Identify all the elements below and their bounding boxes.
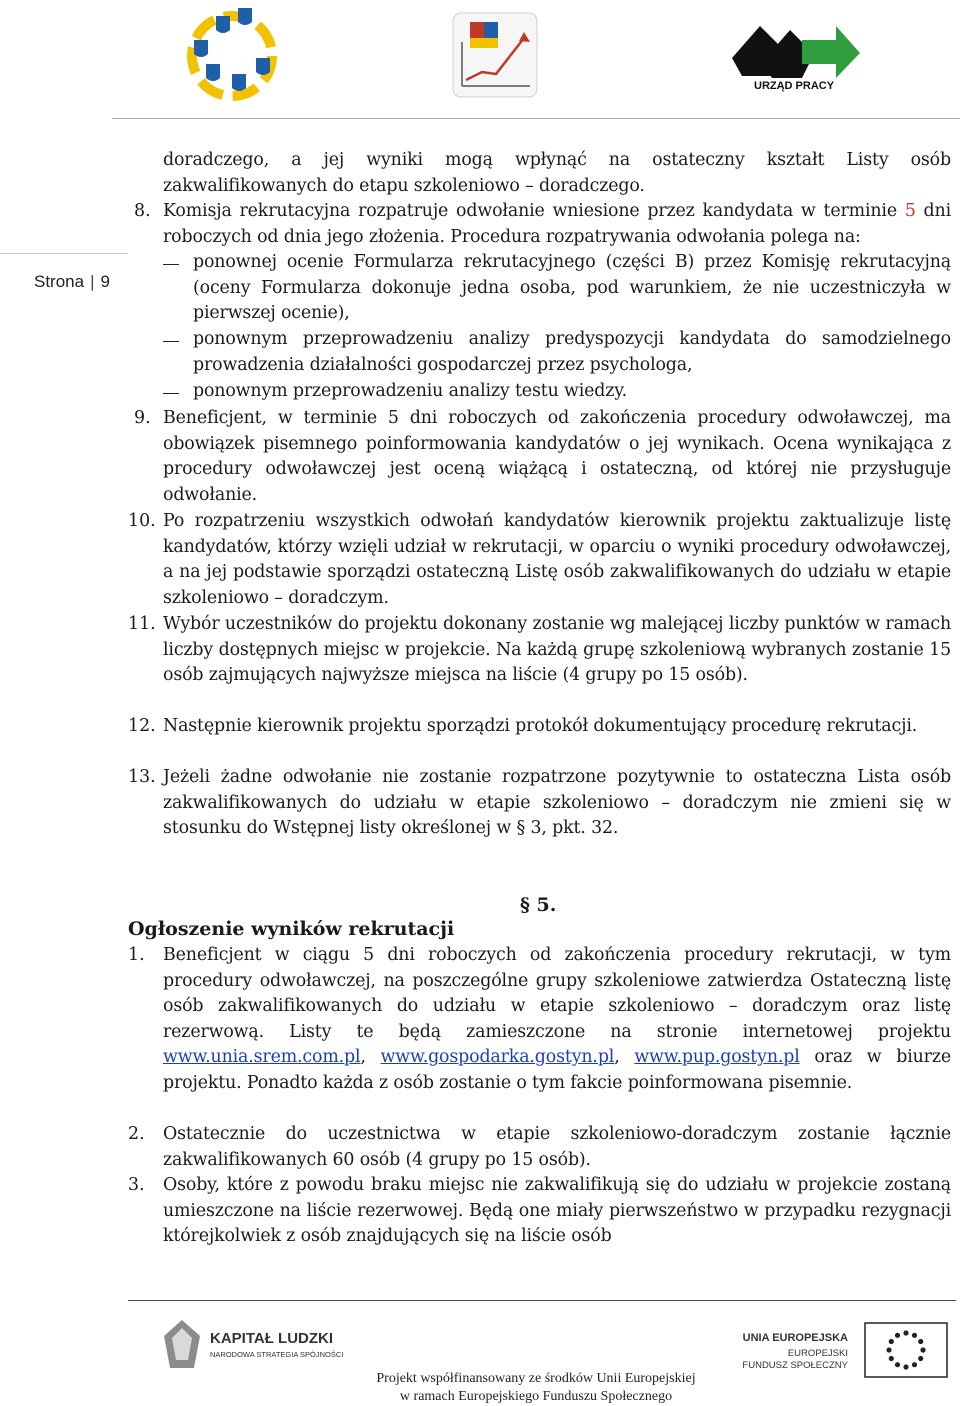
sub-item-2: ponownym przeprowadzeniu analizy predyspozycji kandydata do samodzielnego prowadzenia działalności gospodarczej przez psychologa, — [193, 329, 951, 375]
link-pup-gostyn[interactable]: www.pup.gostyn.pl — [634, 1047, 800, 1068]
eu-star-icon — [895, 1362, 900, 1367]
item-8 — [163, 199, 951, 250]
item-number-12: 12. — [128, 716, 156, 736]
item-number-9: 9. — [134, 408, 151, 428]
page-indicator — [34, 272, 110, 292]
page-label: Strona — [34, 272, 85, 291]
header-divider — [112, 118, 960, 119]
sect-item-number-2: 2. — [128, 1124, 145, 1144]
eu-star-icon — [895, 1333, 900, 1338]
eu-star-icon — [903, 1364, 908, 1369]
link-gospodarka-gostyn[interactable]: www.gospodarka.gostyn.pl — [380, 1047, 615, 1068]
urzad-pracy-caption: URZĄD PRACY — [754, 80, 835, 92]
sect-item-3: Osoby, które z powodu braku miejsc nie zakwalifikują się do udziału w projekcie zostaną umieszczone na liście rezerwowej. Będą one miały pierwszeństwo w przypadku rezygnacji którejkolwiek z osób znajdujących się na liście osób — [163, 1175, 951, 1247]
eu-star-icon — [886, 1347, 891, 1352]
eu-star-icon — [912, 1362, 917, 1367]
item-number-8: 8. — [134, 201, 151, 221]
eu-star-icon — [918, 1339, 923, 1344]
item-number-13: 13. — [128, 767, 156, 787]
item-11: Wybór uczestników do projektu dokonany zostanie wg malejącej liczby punktów w ramach liczby dostępnych miejsc w projekcie. Na każdą grupę szkoleniową wybranych zostanie 15 osób zajmujących najwyższe miejsca na liście (4 grupy po 15 osób). — [163, 614, 951, 686]
item-number-11: 11. — [128, 614, 156, 634]
sub-item-1: ponownej ocenie Formularza rekrutacyjnego (części B) przez Komisję rekrutacyjną (oceny Formularza dokonuje jedna osoba, pod warunkiem, że nie uczestniczyła w pierwszej ocenie), — [193, 252, 951, 324]
page-number: 9 — [100, 272, 110, 291]
sidebar-rule — [0, 253, 128, 254]
link-unia-srem[interactable]: www.unia.srem.com.pl — [163, 1047, 361, 1068]
sect-item-2: Ostatecznie do uczestnictwa w etapie szkoleniowo-doradczym zostanie łącznie zakwalifikowanych 60 osób (4 grupy po 15 osób). — [163, 1124, 951, 1170]
item-8-text-b: dni roboczych od dnia jego złożenia. Procedura rozpatrywania odwołania polega na: — [163, 201, 952, 247]
sect-item-number-3: 3. — [128, 1175, 145, 1195]
eu-star-icon — [903, 1330, 908, 1335]
item-8-days: 5 — [904, 201, 916, 221]
continuation-paragraph: doradczego, a jej wyniki mogą wpłynąć na ostateczny kształt Listy osób zakwalifikowanych do etapu szkoleniowo – doradczego. — [163, 150, 951, 196]
eu-star-icon — [889, 1339, 894, 1344]
item-12: Następnie kierownik projektu sporządzi protokół dokumentujący procedurę rekrutacji. — [163, 716, 918, 736]
kapital-ludzki-title: KAPITAŁ LUDZKI — [210, 1330, 334, 1347]
urzad-pracy-logo — [732, 20, 860, 100]
footer-divider — [128, 1300, 956, 1301]
eu-fund-logo — [742, 1322, 956, 1382]
eu-subtitle-1: EUROPEJSKI — [787, 1348, 848, 1359]
sect-item-1-text-a: Beneficjent w ciągu 5 dni roboczych od zakończenia procedury rekrutacji, w tym procedury odwoławczej, na poszczególne grupy szkoleniowe zatwierdza Ostateczną listę osób zakwalifikowanych do udziału w etapie szkoleniowo – doradczym oraz listę rezerwową. Listy te będą zamieszczone na stronie internetowej projektu — [163, 945, 951, 1042]
sub-item-3: ponownym przeprowadzeniu analizy testu wiedzy. — [193, 381, 628, 401]
dash-bullet — [163, 393, 179, 394]
sect-item-1 — [163, 943, 951, 1097]
growth-chart-logo — [452, 12, 538, 98]
kapital-ludzki-logo — [160, 1318, 370, 1374]
eu-star-icon — [889, 1356, 894, 1361]
footer-cofinancing-note — [350, 1370, 722, 1406]
footer-line-1: Projekt współfinansowany ze środków Unii Europejskiej — [376, 1371, 696, 1386]
section-number: § 5. — [520, 894, 557, 916]
page-separator: | — [90, 272, 95, 291]
dash-bullet — [163, 264, 179, 265]
item-10: Po rozpatrzeniu wszystkich odwołań kandydatów kierownik projektu zaktualizuje listę kandydatów, którzy wzięli udział w rekrutacji, w oparciu o wyniki procedury odwoławczej, a na jej podstawie sporządzi ostateczną Listę osób zakwalifikowanych do udziału w etapie szkoleniowo – doradczym. — [163, 511, 951, 608]
section-title: Ogłoszenie wyników rekrutacji — [128, 918, 455, 940]
item-number-10: 10. — [128, 511, 156, 531]
eu-star-icon — [918, 1356, 923, 1361]
kapital-ludzki-subtitle: NARODOWA STRATEGIA SPÓJNOŚCI — [210, 1350, 344, 1359]
eu-flag-icon — [864, 1322, 948, 1378]
link-separator: , — [614, 1047, 635, 1068]
eu-title: UNIA EUROPEJSKA — [742, 1332, 848, 1344]
item-8-text-a: Komisja rekrutacyjna rozpatruje odwołanie wniesione przez kandydata w terminie — [163, 201, 905, 221]
partnership-logo — [176, 0, 288, 112]
link-separator: , — [360, 1047, 381, 1068]
eu-subtitle-2: FUNDUSZ SPOŁECZNY — [742, 1360, 848, 1371]
footer-line-2: w ramach Europejskiego Funduszu Społecznego — [399, 1389, 673, 1404]
eu-star-icon — [912, 1333, 917, 1338]
sect-item-number-1: 1. — [128, 945, 145, 965]
sect-item-1-text-b: oraz w biurze projektu. Ponadto każda z osób zostanie o tym fakcie poinformowana pisemnie. — [163, 1047, 951, 1093]
item-9: Beneficjent, w terminie 5 dni roboczych od zakończenia procedury odwoławczej, ma obowiązek pisemnego poinformowania kandydatów o jej wynikach. Ocena wynikająca z procedury odwoławczej jest oceną wiążącą i ostateczną, od której nie przysługuje odwołanie. — [163, 408, 951, 505]
eu-star-icon — [920, 1347, 925, 1352]
dash-bullet — [163, 341, 179, 342]
item-13: Jeżeli żadne odwołanie nie zostanie rozpatrzone pozytywnie to ostateczna Lista osób zakwalifikowanych do udziału w etapie szkoleniowo – doradczym nie zmieni się w stosunku do Wstępnej listy określonej w § 3, pkt. 32. — [163, 767, 951, 839]
